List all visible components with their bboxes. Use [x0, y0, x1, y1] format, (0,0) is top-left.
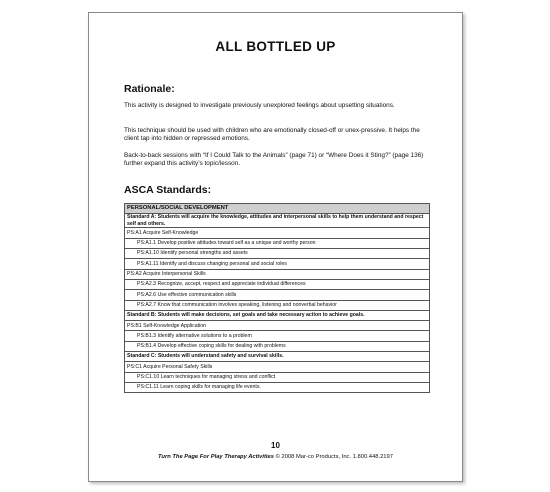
table-row: [125, 214, 430, 228]
competency-cell: PS:C1 Acquire Personal Safety Skills: [125, 362, 430, 372]
page-title: ALL BOTTLED UP: [215, 39, 336, 54]
indicator-cell: PS:A2.6 Use effective communication skills: [125, 290, 430, 300]
table-row: [125, 249, 430, 259]
standard-cell: Standard B: Students will make decisions, set goals and take necessary action to achieve goals.: [125, 310, 430, 320]
table-row: [125, 300, 430, 310]
competency-cell: PS:B1 Self-Knowledge Application: [125, 321, 430, 331]
table-row: [125, 310, 430, 320]
table-row: [125, 341, 430, 351]
indicator-cell: PS:A1.11 Identify and discuss changing personal and social roles: [125, 259, 430, 269]
indicator-cell: PS:A1.10 Identify personal strengths and assets: [125, 249, 430, 259]
indicator-cell: PS:A2.7 Know that communication involves speaking, listening and nonverbal behavior: [125, 300, 430, 310]
rationale-paragraph: This activity is designed to investigate previously unexplored feelings about upsetting situations.: [124, 102, 395, 109]
table-row: [125, 238, 430, 248]
table-header-cell: PERSONAL/SOCIAL DEVELOPMENT: [125, 204, 430, 214]
table-row: [125, 279, 430, 289]
document-page: [88, 12, 463, 482]
table-row: [125, 331, 430, 341]
asca-standards-table: [124, 203, 430, 393]
indicator-cell: PS:B1.3 Identify alternative solutions to a problem: [125, 331, 430, 341]
standards-heading: ASCA Standards:: [124, 184, 212, 196]
rationale-paragraph: Back-to-back sessions with “If I Could Talk to the Animals” (page 71) or “Where Does it Sting?” (page 136) further expand this activity’s topic/lesson.: [124, 152, 424, 168]
table-header-row: [125, 204, 430, 214]
footer-book-title: Turn The Page For Play Therapy Activities: [158, 454, 274, 460]
rationale-paragraph: This technique should be used with children who are emotionally closed-off or unex-pressive. It helps the client tap into hidden or repressed emotions.: [124, 127, 420, 143]
indicator-cell: PS:A1.1 Develop positive attitudes toward self as a unique and worthy person: [125, 238, 430, 248]
table-row: [125, 259, 430, 269]
table-row: [125, 382, 430, 392]
page-footer: [89, 454, 462, 460]
standard-cell: Standard C: Students will understand safety and survival skills.: [125, 352, 430, 362]
table-row: [125, 228, 430, 238]
table-row: [125, 362, 430, 372]
standard-cell: Standard A: Students will acquire the knowledge, attitudes and interpersonal skills to help them understand and respect self and others.: [125, 214, 430, 228]
page-number: 10: [271, 441, 280, 450]
table-row: [125, 290, 430, 300]
rationale-heading: Rationale:: [124, 83, 175, 95]
indicator-cell: PS:C1.10 Learn techniques for managing stress and conflict: [125, 372, 430, 382]
table-row: [125, 352, 430, 362]
indicator-cell: PS:C1.11 Learn coping skills for managing life events.: [125, 382, 430, 392]
footer-copyright: © 2008 Mar-co Products, Inc. 1.800.448.2197: [273, 454, 393, 460]
indicator-cell: PS:A2.3 Recognize, accept, respect and appreciate individual differences: [125, 279, 430, 289]
indicator-cell: PS:B1.4 Develop effective coping skills for dealing with problems: [125, 341, 430, 351]
table-row: [125, 372, 430, 382]
table-row: [125, 269, 430, 279]
table-row: [125, 321, 430, 331]
competency-cell: PS:A2 Acquire Interpersonal Skills: [125, 269, 430, 279]
competency-cell: PS:A1 Acquire Self-Knowledge: [125, 228, 430, 238]
